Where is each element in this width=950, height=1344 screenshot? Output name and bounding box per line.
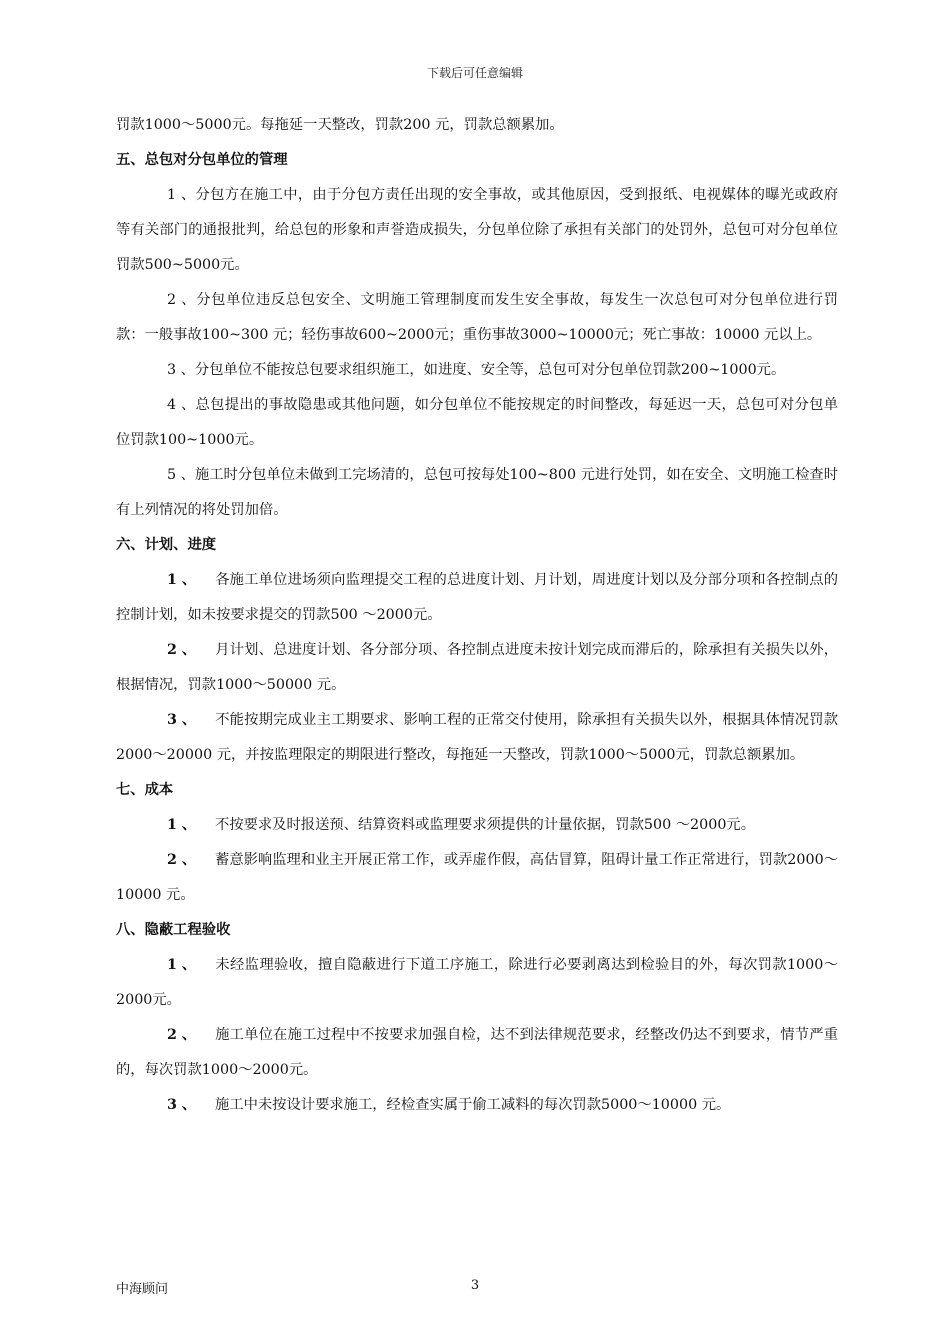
item-number: 3 、 xyxy=(167,1097,197,1113)
numbered-paragraph xyxy=(116,703,838,773)
numbered-paragraph xyxy=(116,1018,838,1088)
section-heading: 七、成本 xyxy=(116,782,174,798)
item-number: 1 、 xyxy=(167,817,197,833)
page-number: 3 xyxy=(470,1278,480,1293)
item-number: 2 、 xyxy=(167,642,197,658)
numbered-paragraph xyxy=(116,563,838,633)
item-number: 2 、 xyxy=(167,1027,197,1043)
paragraph: 5 、施工时分包单位未做到工完场清的，总包可按每处100~800 元进行处罚，如在安全、文明施工检查时有上列情况的将处罚加倍。 xyxy=(116,467,838,518)
paragraph: 3 、分包单位不能按总包要求组织施工，如进度、安全等，总包可对分包单位罚款200~1000元。 xyxy=(167,362,786,378)
item-text: 不能按期完成业主工期要求、影响工程的正常交付使用，除承担有关损失以外，根据具体情况罚款2000～20000 元，并按监理限定的期限进行整改，每拖延一天整改，罚款1000～5000元，罚款总额累加。 xyxy=(116,712,838,763)
item-text: 不按要求及时报送预、结算资料或监理要求须提供的计量依据，罚款500 ～2000元。 xyxy=(215,817,756,833)
item-number: 1 、 xyxy=(167,957,197,973)
item-text: 月计划、总进度计划、各分部分项、各控制点进度未按计划完成而滞后的，除承担有关损失以外，根据情况，罚款1000～50000 元。 xyxy=(116,642,838,693)
footer-company: 中海顾问 xyxy=(116,1282,169,1297)
section-heading: 八、隐蔽工程验收 xyxy=(116,922,231,938)
item-text: 施工单位在施工过程中不按要求加强自检，达不到法律规范要求，经整改仍达不到要求，情节严重的，每次罚款1000～2000元。 xyxy=(116,1027,838,1078)
section-heading: 五、总包对分包单位的管理 xyxy=(116,152,288,168)
item-text: 未经监理验收，擅自隐蔽进行下道工序施工，除进行必要剥离达到检验目的外，每次罚款1000～2000元。 xyxy=(116,957,838,1008)
numbered-paragraph xyxy=(116,948,838,1018)
item-number: 2 、 xyxy=(167,852,197,868)
item-text: 施工中未按设计要求施工，经检查实属于偷工减料的每次罚款5000～10000 元。 xyxy=(215,1097,731,1113)
document-body xyxy=(116,108,838,1123)
item-text: 各施工单位进场须向监理提交工程的总进度计划、月计划，周进度计划以及分部分项和各控制点的控制计划，如未按要求提交的罚款500 ～2000元。 xyxy=(116,572,838,623)
item-number: 3 、 xyxy=(167,712,197,728)
numbered-paragraph xyxy=(116,843,838,913)
numbered-paragraph xyxy=(116,808,838,843)
item-number: 1 、 xyxy=(167,572,197,588)
numbered-paragraph xyxy=(116,1088,838,1123)
section-heading: 六、计划、进度 xyxy=(116,537,217,553)
paragraph: 4 、总包提出的事故隐患或其他问题，如分包单位不能按规定的时间整改，每延迟一天，总包可对分包单位罚款100~1000元。 xyxy=(116,397,838,448)
page-header: 下载后可任意编辑 xyxy=(426,66,523,80)
paragraph: 2 、分包单位违反总包安全、文明施工管理制度而发生安全事故，每发生一次总包可对分包单位进行罚款：一般事故100~300 元；轻伤事故600~2000元；重伤事故3000~10000元；死亡事故：10000 元以上。 xyxy=(116,292,838,343)
paragraph: 罚款1000～5000元。每拖延一天整改，罚款200 元，罚款总额累加。 xyxy=(116,117,564,133)
paragraph: 1 、分包方在施工中，由于分包方责任出现的安全事故，或其他原因，受到报纸、电视媒体的曝光或政府等有关部门的通报批判，给总包的形象和声誉造成损失，分包单位除了承担有关部门的处罚外，总包可对分包单位罚款500~5000元。 xyxy=(116,187,838,273)
item-text: 蓄意影响监理和业主开展正常工作，或弄虚作假，高估冒算，阻碍计量工作正常进行，罚款2000～10000 元。 xyxy=(116,852,838,903)
numbered-paragraph xyxy=(116,633,838,703)
